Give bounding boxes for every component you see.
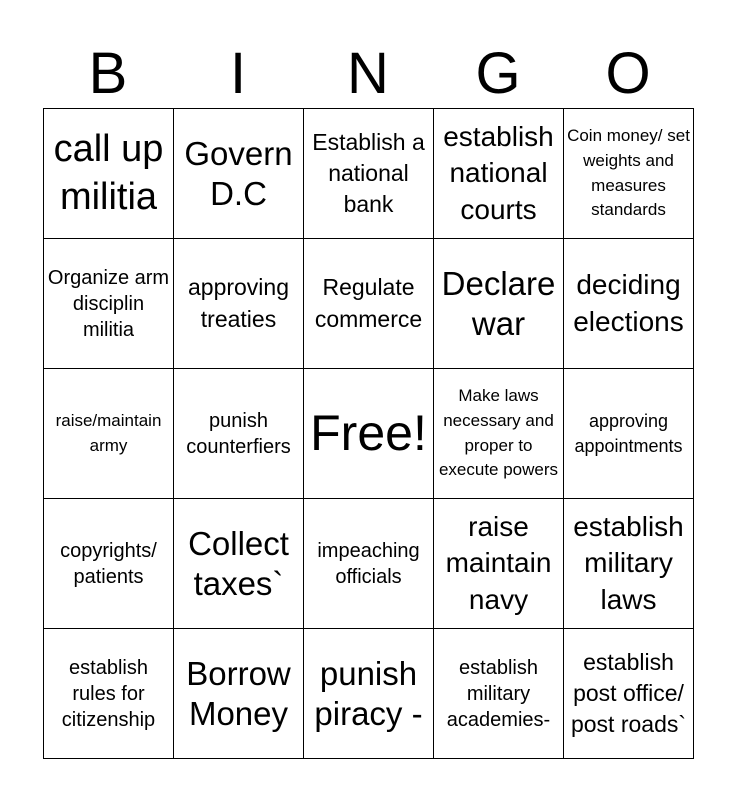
cell-text: deciding elections <box>573 269 684 337</box>
bingo-cell[interactable] <box>173 238 304 369</box>
cell-text: establish military academies- <box>446 656 551 731</box>
bingo-header <box>43 40 693 108</box>
cell-text: raise/maintain army <box>55 410 162 455</box>
cell-text: Establish a national bank <box>312 128 425 218</box>
bingo-cell[interactable] <box>173 108 304 239</box>
bingo-cell[interactable] <box>173 368 304 499</box>
bingo-cell[interactable] <box>563 368 694 499</box>
bingo-cell[interactable] <box>43 368 174 499</box>
free-space[interactable] <box>303 368 434 499</box>
header-letter-i: I <box>229 41 247 106</box>
bingo-cell[interactable] <box>43 108 174 239</box>
bingo-cell[interactable] <box>563 238 694 369</box>
header-letter-g: G <box>475 41 521 106</box>
cell-text: impeaching officials <box>317 539 420 588</box>
bingo-cell[interactable] <box>433 108 564 239</box>
bingo-cell[interactable] <box>43 628 174 759</box>
bingo-cell[interactable] <box>303 498 434 629</box>
bingo-cell[interactable] <box>433 498 564 629</box>
cell-text: punish counterfiers <box>186 409 291 458</box>
cell-text: Organize arm disciplin militia <box>47 266 170 341</box>
bingo-cell[interactable] <box>303 108 434 239</box>
cell-text: establish national courts <box>443 120 554 225</box>
cell-text: Make laws necessary and proper to execute powers <box>438 386 559 480</box>
cell-text: approving appointments <box>574 411 683 456</box>
cell-text: punish piracy - <box>314 654 423 732</box>
cell-text: copyrights/ patients <box>60 539 157 588</box>
cell-text: call up militia <box>53 128 164 218</box>
bingo-cell[interactable] <box>173 628 304 759</box>
cell-text: approving treaties <box>187 274 290 332</box>
bingo-board <box>43 108 693 758</box>
header-letter-n: N <box>347 41 389 106</box>
cell-text: Free! <box>310 405 427 461</box>
cell-text: Govern D.C <box>184 134 293 212</box>
cell-text: establish rules for citizenship <box>61 656 156 731</box>
bingo-cell[interactable] <box>433 368 564 499</box>
cell-text: Regulate commerce <box>314 274 423 332</box>
bingo-cell[interactable] <box>433 238 564 369</box>
bingo-cell[interactable] <box>43 498 174 629</box>
cell-text: establish military laws <box>573 510 684 615</box>
cell-text: establish post office/ post roads` <box>570 648 687 738</box>
bingo-cell[interactable] <box>43 238 174 369</box>
bingo-cell[interactable] <box>303 628 434 759</box>
bingo-cell[interactable] <box>563 498 694 629</box>
bingo-cell[interactable] <box>303 238 434 369</box>
bingo-cell[interactable] <box>563 628 694 759</box>
header-letter-b: B <box>88 41 128 106</box>
bingo-cell[interactable] <box>433 628 564 759</box>
cell-text: Coin money/ set weights and measures standards <box>567 126 690 220</box>
cell-text: raise maintain navy <box>445 510 552 615</box>
cell-text: Declare war <box>441 264 556 342</box>
cell-text: Borrow Money <box>186 654 291 732</box>
header-letter-o: O <box>605 41 651 106</box>
bingo-cell[interactable] <box>563 108 694 239</box>
bingo-cell[interactable] <box>173 498 304 629</box>
cell-text: Collect taxes` <box>188 524 289 602</box>
